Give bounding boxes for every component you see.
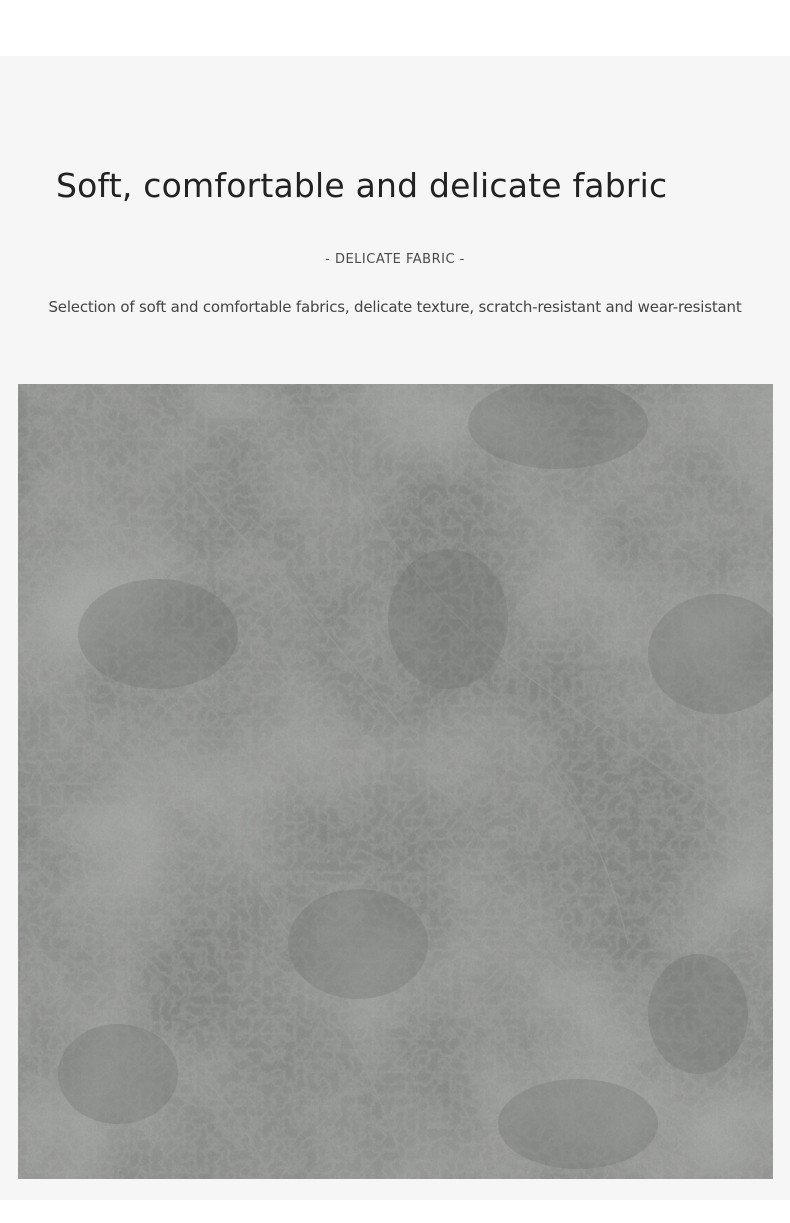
section-headline: Soft, comfortable and delicate fabric [56,166,668,205]
leather-texture-icon [18,384,773,1179]
section-eyebrow: - DELICATE FABRIC - [325,252,465,267]
fabric-swatch-image [18,384,773,1179]
section-description: Selection of soft and comfortable fabrics, delicate texture, scratch-resistant and wear-resistant [48,298,742,316]
fabric-feature-section [0,56,790,1200]
